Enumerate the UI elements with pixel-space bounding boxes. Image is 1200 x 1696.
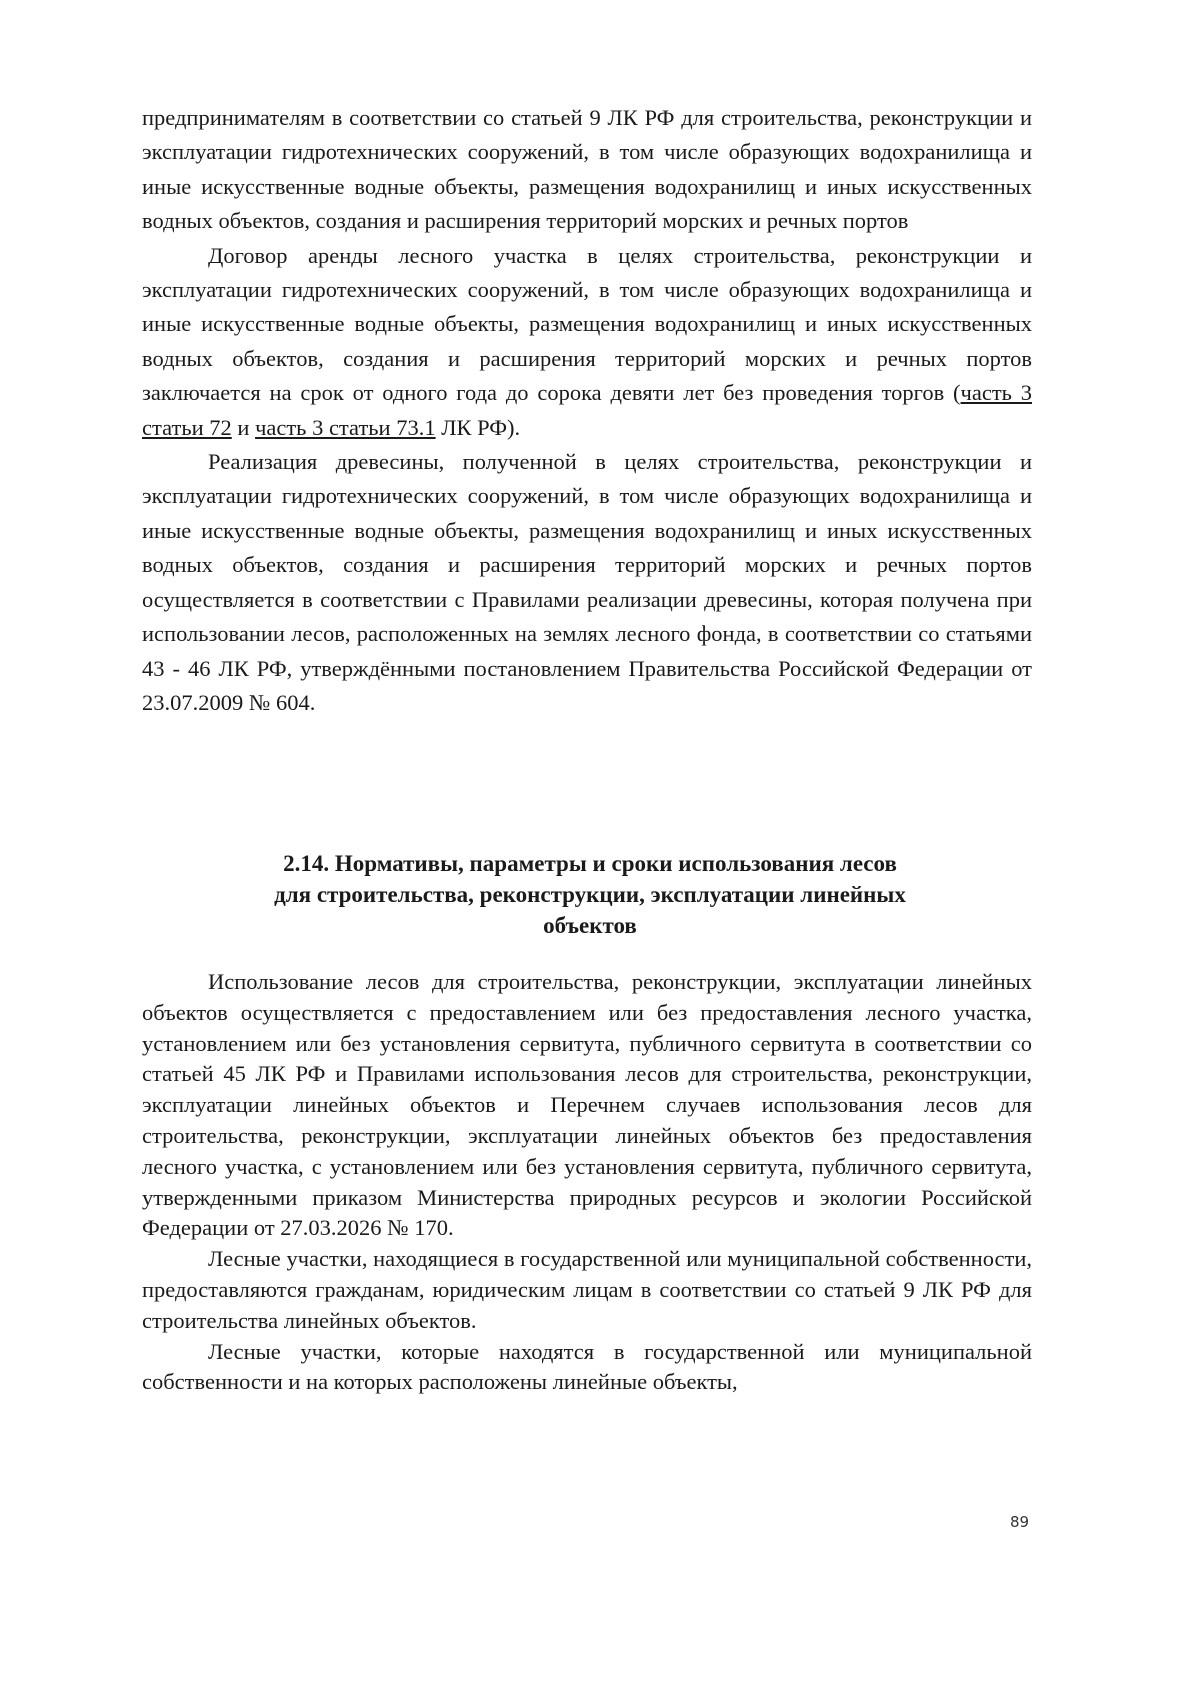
page-number: 89 [1010, 1513, 1030, 1531]
lease-text-before: Договор аренды лесного участка в целях строительства, реконструкции и эксплуатации гидротехнических сооружений, в том числе образующих водохранилища и иные искусственные водные объекты, размещения водохранилищ и иных искусственных водных объектов, создания и расширения территорий морских и речных портов заключается на срок от одного года до сорока девяти лет без проведения торгов ( [142, 242, 1032, 406]
lease-paragraph [142, 239, 1032, 445]
forest-plots-ownership-paragraph: Лесные участки, которые находятся в государственной или муниципальной собственности и на которых расположены линейные объекты, [142, 1338, 1032, 1395]
link-part3-article72[interactable]: часть 3 статьи 72 [142, 380, 1032, 440]
heading-line-3: объектов [543, 913, 637, 938]
bottom-text-block [142, 967, 1032, 1398]
continuation-paragraph: предпринимателям в соответствии со статьей 9 ЛК РФ для строительства, реконструкции и эксплуатации гидротехнических сооружений, в том числе образующих водохранилища и иные искусственные водные объекты, размещения водохранилищ и иных искусственных водных объектов, создания и расширения территорий морских и речных портов [142, 105, 1032, 234]
section-heading [190, 848, 990, 941]
heading-line-2: для строительства, реконструкции, эксплуатации линейных [274, 882, 906, 907]
timber-paragraph: Реализация древесины, полученной в целях строительства, реконструкции и эксплуатации гидротехнических сооружений, в том числе образующих водохранилища и иные искусственные водные объекты, размещения водохранилищ и иных искусственных водных объектов, создания и расширения территорий морских и речных портов осуществляется в соответствии с Правилами реализации древесины, которая получена при использовании лесов, расположенных на землях лесного фонда, в соответствии со статьями 43 - 46 ЛК РФ, утверждёнными постановлением Правительства Российской Федерации от 23.07.2009 № 604. [142, 449, 1032, 715]
heading-line-1: 2.14. Нормативы, параметры и сроки использования лесов [283, 851, 897, 876]
lease-text-after: ЛК РФ). [435, 414, 521, 440]
link-part3-article73-1[interactable]: часть 3 статьи 73.1 [255, 414, 436, 440]
lease-text-between: и [231, 414, 256, 440]
linear-objects-usage-paragraph: Использование лесов для строительства, реконструкции, эксплуатации линейных объектов осуществляется с предоставлением или без предоставления лесного участка, установлением или без установления сервитута, публичного сервитута в соответствии со статьей 45 ЛК РФ и Правилами использования лесов для строительства, реконструкции, эксплуатации линейных объектов и Перечнем случаев использования лесов для строительства, реконструкции, эксплуатации линейных объектов без предоставления лесного участка, с установлением или без установления сервитута, публичного сервитута, утвержденными приказом Министерства природных ресурсов и экологии Российской Федерации от 27.03.2026 № 170. [142, 969, 1032, 1241]
top-text-block [142, 101, 1032, 720]
forest-plots-provision-paragraph: Лесные участки, находящиеся в государственной или муниципальной собственности, предоставляются гражданам, юридическим лицам в соответствии со статьей 9 ЛК РФ для строительства линейных объектов. [142, 1246, 1032, 1333]
